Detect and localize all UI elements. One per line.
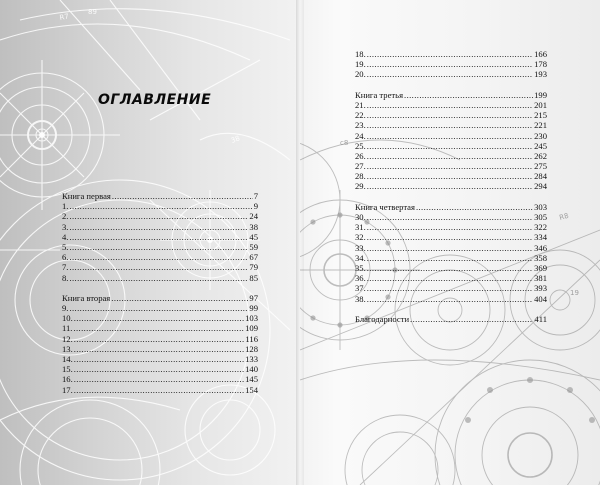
dot-leader <box>367 232 533 242</box>
toc-entry[interactable] <box>62 201 258 211</box>
toc-entry[interactable] <box>62 344 258 354</box>
toc-entry[interactable] <box>62 385 258 395</box>
toc-entry-label: 15. <box>62 364 73 375</box>
dot-leader <box>367 212 533 222</box>
toc-entry-label: 1. <box>62 201 69 212</box>
toc-entry-page: 215 <box>534 110 547 121</box>
dot-leader <box>367 151 533 161</box>
dot-leader <box>367 294 533 304</box>
toc-entry[interactable] <box>355 161 547 171</box>
toc-entry-page: 103 <box>245 313 258 324</box>
dot-leader <box>367 181 533 191</box>
toc-entry-label: 31. <box>355 222 366 233</box>
right-page <box>300 0 600 485</box>
toc-entry-label: 16. <box>62 374 73 385</box>
toc-entry[interactable] <box>355 263 547 273</box>
spacer <box>62 283 258 293</box>
book-gutter <box>296 0 304 485</box>
dot-leader <box>69 252 248 262</box>
toc-entry-label: 27. <box>355 161 366 172</box>
toc-entry-book-3[interactable] <box>355 90 547 100</box>
toc-entry-label: 25. <box>355 140 366 151</box>
toc-entry-page: 221 <box>534 120 547 131</box>
dot-leader <box>367 100 533 110</box>
dot-leader <box>69 262 248 272</box>
toc-entry[interactable] <box>62 364 258 374</box>
dot-leader <box>367 131 533 141</box>
toc-right-column <box>355 49 547 324</box>
toc-entry-page: 411 <box>534 313 547 324</box>
toc-entry-page: 245 <box>534 140 547 151</box>
toc-entry-label: Книга вторая <box>62 292 111 303</box>
toc-entry-page: 140 <box>245 364 258 375</box>
toc-entry[interactable] <box>355 273 547 283</box>
toc-entry-page: 85 <box>249 272 258 283</box>
dot-leader <box>367 110 533 120</box>
toc-entry-book-1[interactable] <box>62 191 258 201</box>
toc-entry-label: 22. <box>355 110 366 121</box>
toc-entry-label: 19. <box>355 59 366 70</box>
spacer <box>355 80 547 90</box>
dot-leader <box>69 232 248 242</box>
dot-leader <box>367 273 533 283</box>
toc-entry-page: 346 <box>534 242 547 253</box>
toc-entry-label: 4. <box>62 231 69 242</box>
toc-entry-label: Книга третья <box>355 89 404 100</box>
toc-entry-label: 14. <box>62 354 73 364</box>
dot-leader <box>74 374 244 384</box>
toc-entry-page: 358 <box>534 252 547 263</box>
toc-entry-page: 322 <box>534 222 547 233</box>
toc-entry[interactable] <box>355 141 547 151</box>
dot-leader <box>69 211 248 221</box>
dot-leader <box>367 263 533 273</box>
dot-leader <box>74 385 244 395</box>
dot-leader <box>367 69 533 79</box>
toc-entry[interactable] <box>355 49 547 59</box>
toc-entry-page: 369 <box>534 262 547 273</box>
dot-leader <box>367 120 533 130</box>
toc-entry[interactable] <box>355 120 547 130</box>
toc-entry-page: 99 <box>249 303 258 314</box>
toc-entry-label: 29. <box>355 181 366 192</box>
toc-entry-page: 166 <box>534 49 547 59</box>
dot-leader <box>74 344 244 354</box>
svg-text:19: 19 <box>570 289 579 297</box>
toc-entry-label: 3. <box>62 221 69 232</box>
dot-leader <box>69 273 248 283</box>
toc-entry-label: 5. <box>62 241 69 252</box>
dot-leader <box>74 364 244 374</box>
toc-entry[interactable] <box>62 222 258 232</box>
toc-entry[interactable] <box>355 171 547 181</box>
toc-entry-page: 116 <box>245 333 258 344</box>
dot-leader <box>404 90 533 100</box>
toc-entry-page: 404 <box>534 293 547 304</box>
toc-entry-label: 28. <box>355 171 366 182</box>
toc-entry[interactable] <box>355 212 547 222</box>
toc-entry-label: 13. <box>62 343 73 354</box>
toc-entry-page: 97 <box>249 292 258 303</box>
toc-entry-page: 38 <box>249 221 258 232</box>
toc-left-column <box>62 191 258 395</box>
toc-entry-page: 199 <box>534 89 547 100</box>
toc-entry[interactable] <box>62 252 258 262</box>
toc-entry-page: 145 <box>245 374 258 385</box>
toc-entry-page: 45 <box>249 231 258 242</box>
toc-entry-page: 305 <box>534 212 547 222</box>
dot-leader <box>73 323 244 333</box>
toc-entry-label: 7. <box>62 262 69 273</box>
toc-entry-page: 133 <box>245 354 258 364</box>
toc-entry[interactable] <box>355 243 547 253</box>
svg-text:89: 89 <box>88 8 97 16</box>
toc-entry-label: 33. <box>355 242 366 253</box>
toc-entry[interactable] <box>355 222 547 232</box>
svg-text:R7: R7 <box>58 12 70 22</box>
dot-leader <box>74 354 244 364</box>
toc-entry[interactable] <box>355 100 547 110</box>
toc-entry-label: 34. <box>355 252 366 263</box>
toc-entry[interactable] <box>355 294 547 304</box>
toc-entry[interactable] <box>355 131 547 141</box>
dot-leader <box>367 253 533 263</box>
dot-leader <box>367 171 533 181</box>
toc-entry-page: 262 <box>534 150 547 161</box>
toc-entry-page: 67 <box>249 252 258 263</box>
dot-leader <box>367 222 533 232</box>
toc-entry[interactable] <box>62 374 258 384</box>
toc-entry-page: 303 <box>534 201 547 212</box>
dot-leader <box>367 243 533 253</box>
toc-entry-page: 7 <box>253 191 258 201</box>
toc-entry[interactable] <box>62 334 258 344</box>
toc-entry-page: 393 <box>534 283 547 294</box>
toc-entry-label: 11. <box>62 323 73 334</box>
toc-entry-page: 24 <box>249 211 258 222</box>
toc-entry[interactable] <box>62 232 258 242</box>
toc-entry-label: 36. <box>355 273 366 284</box>
toc-entry-page: 284 <box>534 171 547 182</box>
toc-entry[interactable] <box>62 313 258 323</box>
toc-entry-label: 24. <box>355 130 366 141</box>
dot-leader <box>69 222 248 232</box>
toc-entry-label: 35. <box>355 262 366 273</box>
toc-entry[interactable] <box>355 151 547 161</box>
toc-entry-page: 230 <box>534 130 547 141</box>
toc-entry[interactable] <box>355 283 547 293</box>
toc-entry-book-4[interactable] <box>355 202 547 212</box>
svg-text:38: 38 <box>229 134 242 145</box>
toc-entry[interactable] <box>62 323 258 333</box>
toc-entry-label: 20. <box>355 69 366 80</box>
toc-entry-label: 30. <box>355 212 366 222</box>
toc-entry-label: 21. <box>355 99 366 110</box>
toc-entry-label: Книга четвертая <box>355 201 415 212</box>
toc-entry-page: 109 <box>245 323 258 334</box>
toc-entry-label: 8. <box>62 272 69 283</box>
toc-entry-label: 10. <box>62 313 73 324</box>
toc-entry-page: 381 <box>534 273 547 284</box>
dot-leader <box>367 49 533 59</box>
toc-entry[interactable] <box>62 354 258 364</box>
toc-entry[interactable] <box>62 273 258 283</box>
toc-entry-label: 17. <box>62 384 73 395</box>
toc-entry-page: 178 <box>534 59 547 70</box>
toc-entry-label: Благодарности <box>355 313 410 324</box>
toc-entry[interactable] <box>355 181 547 191</box>
toc-entry-page: 154 <box>245 384 258 395</box>
toc-entry-book-2[interactable] <box>62 293 258 303</box>
toc-entry[interactable] <box>62 262 258 272</box>
dot-leader <box>410 314 533 324</box>
dot-leader <box>69 242 248 252</box>
dot-leader <box>69 201 252 211</box>
dot-leader <box>416 202 533 212</box>
toc-entry-page: 193 <box>534 69 547 80</box>
svg-text:R8: R8 <box>558 211 570 222</box>
dot-leader <box>111 293 248 303</box>
spacer <box>355 192 547 202</box>
toc-entry[interactable] <box>355 69 547 79</box>
toc-entry-label: 6. <box>62 252 69 263</box>
toc-entry-page: 79 <box>249 262 258 273</box>
toc-entry[interactable] <box>355 232 547 242</box>
dot-leader <box>74 334 245 344</box>
dot-leader <box>367 283 533 293</box>
toc-entry-label: 38. <box>355 293 366 304</box>
toc-entry-label: 26. <box>355 150 366 161</box>
toc-entry[interactable] <box>62 303 258 313</box>
dot-leader <box>74 313 244 323</box>
toc-entry-acknowledgements[interactable] <box>355 314 547 324</box>
toc-entry[interactable] <box>355 59 547 69</box>
toc-entry-label: 37. <box>355 283 366 294</box>
svg-text:c8: c8 <box>340 139 349 147</box>
toc-title: ОГЛАВЛЕНИЕ <box>98 92 212 108</box>
toc-entry[interactable] <box>355 110 547 120</box>
toc-entry[interactable] <box>62 242 258 252</box>
toc-entry-label: 18. <box>355 49 366 59</box>
toc-entry-page: 59 <box>249 241 258 252</box>
toc-entry-label: Книга первая <box>62 191 111 201</box>
dot-leader <box>367 59 533 69</box>
dot-leader <box>112 191 253 201</box>
toc-entry-label: 23. <box>355 120 366 131</box>
toc-entry-page: 201 <box>534 99 547 110</box>
toc-entry-label: 12. <box>62 333 73 344</box>
toc-entry[interactable] <box>355 253 547 263</box>
toc-entry[interactable] <box>62 211 258 221</box>
toc-entry-page: 275 <box>534 161 547 172</box>
spacer <box>355 304 547 314</box>
toc-entry-page: 128 <box>245 343 258 354</box>
toc-entry-label: 2. <box>62 211 69 222</box>
toc-entry-page: 294 <box>534 181 547 192</box>
dot-leader <box>367 161 533 171</box>
toc-entry-label: 32. <box>355 232 366 243</box>
dot-leader <box>69 303 248 313</box>
dot-leader <box>367 141 533 151</box>
toc-entry-page: 9 <box>253 201 258 212</box>
toc-entry-page: 334 <box>534 232 547 243</box>
toc-entry-label: 9. <box>62 303 69 314</box>
